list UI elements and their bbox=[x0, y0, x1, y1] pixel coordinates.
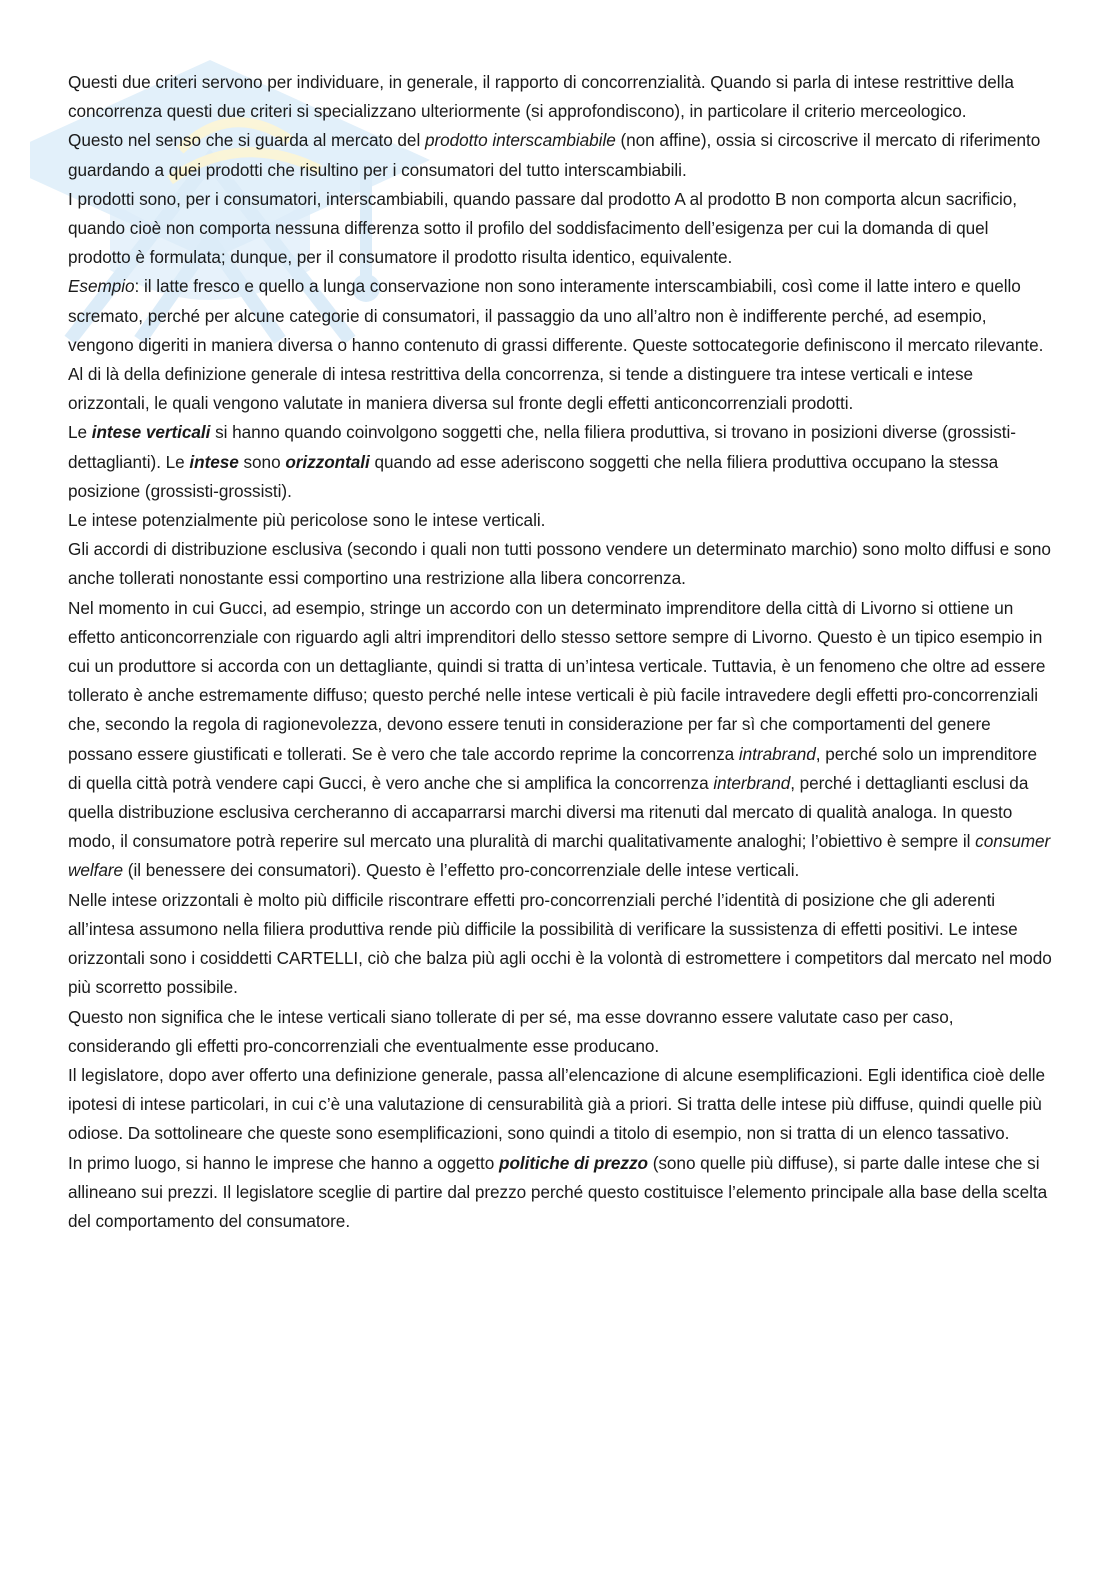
italic-term: prodotto interscambiabile bbox=[424, 130, 616, 151]
paragraph bbox=[68, 1003, 1053, 1061]
bold-italic-term: intese verticali bbox=[91, 422, 211, 443]
text-segment: (il benessere dei consumatori). Questo è l’effetto pro-concorrenziale delle intese verticali. bbox=[123, 860, 800, 881]
document-body bbox=[68, 68, 1053, 1236]
text-segment: In primo luogo, si hanno le imprese che hanno a oggetto bbox=[68, 1152, 499, 1173]
paragraph bbox=[68, 1149, 1053, 1237]
text-segment: Il legislatore, dopo aver offerto una definizione generale, passa all’elencazione di alcune esemplificazioni. Egli identifica cioè delle ipotesi di intese particolari, in cui c’è una valutazione di censurabilità già a priori. Si tratta delle intese più diffuse, quindi quelle più odiose. Da sottolineare che queste sono esemplificazioni, sono quindi a titolo di esempio, non si tratta di un elenco tassativo. bbox=[68, 1064, 1046, 1144]
text-segment: , perché solo un imprenditore di quella città potrà vendere capi Gucci, è vero anche che si amplifica la concorrenza bbox=[68, 743, 1037, 793]
text-segment: Nelle intese orizzontali è molto più difficile riscontrare effetti pro-concorrenziali perché l’identità di posizione che gli aderenti all’intesa assumono nella filiera produttiva rende più difficile la possibilità di verificare la sussistenza di effetti positivi. Le intese orizzontali sono i cosiddetti CARTELLI, ciò che balza più agli occhi è la volontà di estromettere i competitors dal mercato nel modo più scorretto possibile. bbox=[68, 889, 1052, 998]
text-segment: si hanno quando coinvolgono soggetti che, nella filiera produttiva, si trovano in posizioni diverse (grossisti-dettaglianti). Le bbox=[68, 422, 1016, 472]
paragraph bbox=[68, 535, 1053, 593]
paragraph bbox=[68, 594, 1053, 886]
text-segment: Le intese potenzialmente più pericolose sono le intese verticali. bbox=[68, 510, 546, 531]
text-segment: I prodotti sono, per i consumatori, interscambiabili, quando passare dal prodotto A al prodotto B non comporta alcun sacrificio, quando cioè non comporta nessuna differenza sotto il profilo del soddisfacimento dell’esigenza per cui la domanda di quel prodotto è formulata; dunque, per il consumatore il prodotto risulta identico, equivalente. bbox=[68, 188, 1018, 268]
text-segment: Nel momento in cui Gucci, ad esempio, stringe un accordo con un determinato imprenditore della città di Livorno si ottiene un effetto anticoncorrenziale con riguardo agli altri imprenditori dello stesso settore sempre di Livorno. Questo è un tipico esempio in cui un produttore si accorda con un dettagliante, quindi si tratta di un’intesa verticale. Tuttavia, è un fenomeno che oltre ad essere tollerato è anche estremamente diffuso; questo perché nelle intese verticali è più facile intravedere degli effetti pro-concorrenziali che, secondo la regola di ragionevolezza, devono essere tenuti in considerazione per far sì che comportamenti del genere possano essere giustificati e tollerati. Se è vero che tale accordo reprime la concorrenza bbox=[68, 597, 1046, 764]
bold-italic-term: orizzontali bbox=[285, 451, 370, 472]
text-segment: : il latte fresco e quello a lunga conservazione non sono interamente interscambiabili, così come il latte intero e quello scremato, perché per alcune categorie di consumatori, il passaggio da uno all’altro non è indifferente perché, ad esempio, vengono digeriti in maniera diversa o hanno contenuto di grassi differente. Queste sottocategorie definiscono il mercato rilevante. bbox=[68, 276, 1044, 355]
paragraph bbox=[68, 185, 1053, 273]
paragraph bbox=[68, 272, 1053, 360]
paragraph bbox=[68, 126, 1053, 184]
bold-italic-term: intese bbox=[189, 451, 239, 472]
paragraph bbox=[68, 886, 1053, 1003]
italic-term: intrabrand bbox=[738, 743, 816, 764]
text-segment: quando ad esse aderiscono soggetti che nella filiera produttiva occupano la stessa posizione (grossisti-grossisti). bbox=[68, 451, 999, 501]
bold-italic-term: politiche di prezzo bbox=[499, 1152, 648, 1173]
text-segment: Al di là della definizione generale di intesa restrittiva della concorrenza, si tende a distinguere tra intese verticali e intese orizzontali, le quali vengono valutate in maniera diversa sul fronte degli effetti anticoncorrenziali prodotti. bbox=[68, 364, 974, 414]
text-segment: , perché i dettaglianti esclusi da quella distribuzione esclusiva cercheranno di accaparrarsi marchi diversi ma ritenuti dal mercato di qualità analoga. In questo modo, il consumatore potrà reperire sul mercato una pluralità di marchi qualitativamente analoghi; l’obiettivo è sempre il bbox=[68, 772, 1029, 852]
text-segment: Questo non significa che le intese verticali siano tollerate di per sé, ma esse dovranno essere valutate caso per caso, considerando gli effetti pro-concorrenziali che eventualmente esse producano. bbox=[68, 1006, 954, 1056]
italic-term: interbrand bbox=[713, 772, 791, 793]
paragraph bbox=[68, 1061, 1053, 1149]
text-segment: Questi due criteri servono per individuare, in generale, il rapporto di concorrenzialità. Quando si parla di intese restrittive della concorrenza questi due criteri si specializzano ulteriormente (si approfondiscono), in particolare il criterio merceologico. bbox=[68, 72, 1014, 122]
italic-term: Esempio bbox=[68, 276, 135, 297]
paragraph bbox=[68, 68, 1053, 126]
text-segment: (sono quelle più diffuse), si parte dalle intese che si allineano sui prezzi. Il legislatore sceglie di partire dal prezzo perché questo costituisce l’elemento principale alla base della scelta del comportamento del consumatore. bbox=[68, 1152, 1048, 1231]
paragraph bbox=[68, 360, 1053, 418]
text-segment: Gli accordi di distribuzione esclusiva (secondo i quali non tutti possono vendere un determinato marchio) sono molto diffusi e sono anche tollerati nonostante essi comportino una restrizione alla libera concorrenza. bbox=[68, 539, 1051, 589]
text-segment: (non affine), ossia si circoscrive il mercato di riferimento guardando a quei prodotti che risultino per i consumatori del tutto interscambiabili. bbox=[68, 130, 1041, 180]
paragraph bbox=[68, 506, 1053, 535]
text-segment: Le bbox=[68, 422, 92, 443]
text-segment: sono bbox=[238, 451, 286, 472]
italic-term: consumer welfare bbox=[68, 831, 1051, 881]
text-segment: Questo nel senso che si guarda al mercato del bbox=[68, 130, 425, 151]
paragraph bbox=[68, 418, 1053, 506]
